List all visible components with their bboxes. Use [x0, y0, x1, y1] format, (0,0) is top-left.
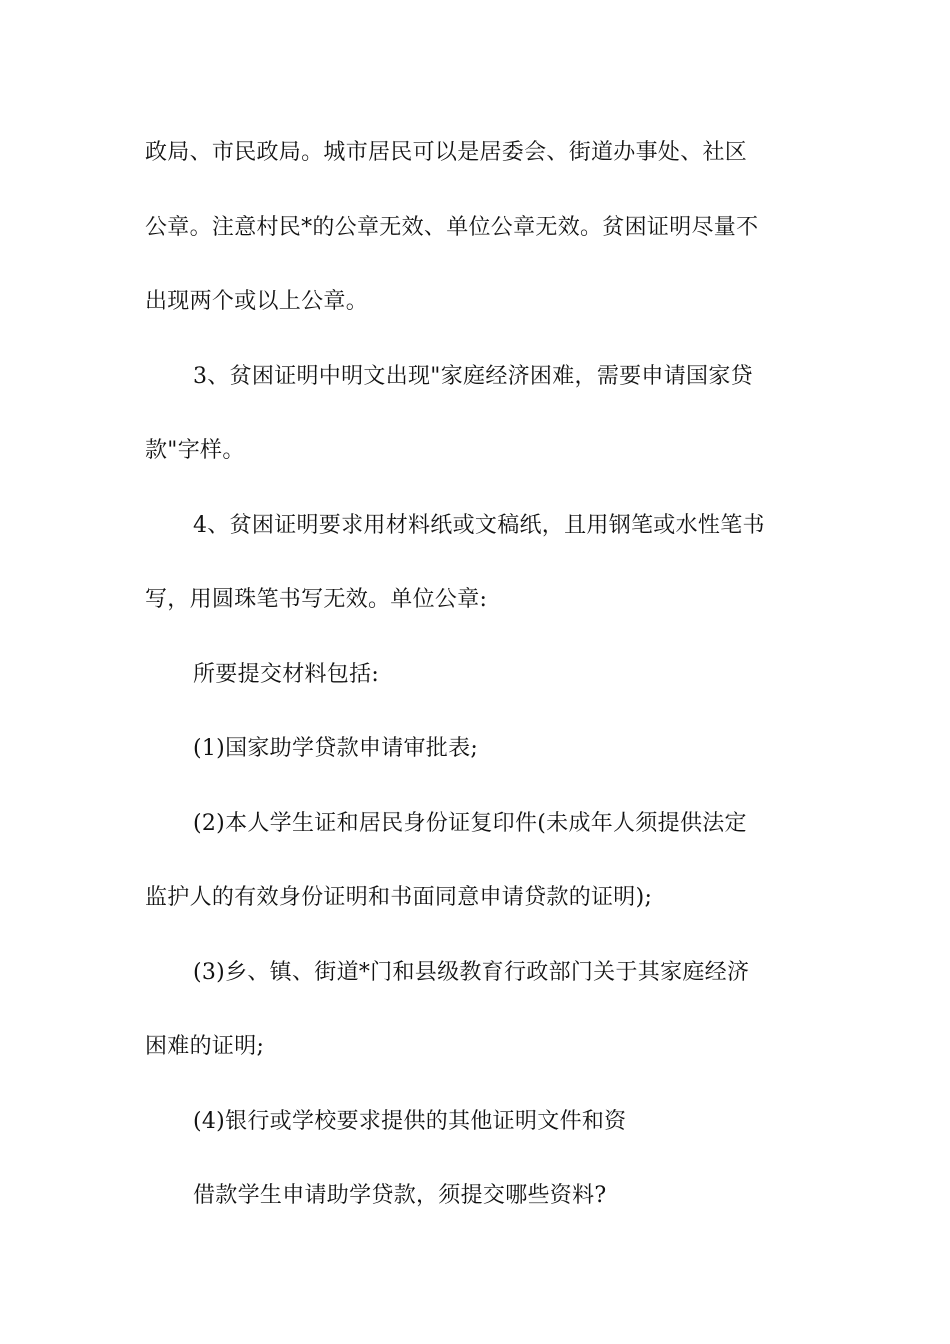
paragraph-item-3: 3、贫困证明中明文出现"家庭经济困难，需要申请国家贷: [193, 363, 753, 389]
list-item: (3)乡、镇、街道*门和县级教育行政部门关于其家庭经济: [193, 959, 750, 985]
document-body: [145, 133, 810, 1251]
question-line: 借款学生申请助学贷款，须提交哪些资料?: [193, 1183, 607, 1208]
text-line: 写，用圆珠笔书写无效。单位公章:: [145, 587, 488, 612]
paragraph-item-4: 4、贫困证明要求用材料纸或文稿纸，且用钢笔或水性笔书: [193, 512, 765, 538]
text-line: 监护人的有效身份证明和书面同意申请贷款的证明);: [145, 885, 653, 910]
list-item: (4)银行或学校要求提供的其他证明文件和资: [193, 1108, 627, 1134]
text-line: 出现两个或以上公章。: [145, 289, 369, 314]
list-item: (1)国家助学贷款申请审批表;: [193, 736, 479, 761]
list-item: (2)本人学生证和居民身份证复印件(未成年人须提供法定: [193, 810, 747, 836]
text-line: 困难的证明;: [145, 1034, 265, 1059]
text-line: 政局、市民政局。城市居民可以是居委会、街道办事处、社区: [145, 140, 748, 165]
text-line: 公章。注意村民*的公章无效、单位公章无效。贫困证明尽量不: [145, 214, 759, 240]
text-line: 款"字样。: [145, 438, 245, 463]
materials-heading: 所要提交材料包括:: [193, 661, 380, 687]
